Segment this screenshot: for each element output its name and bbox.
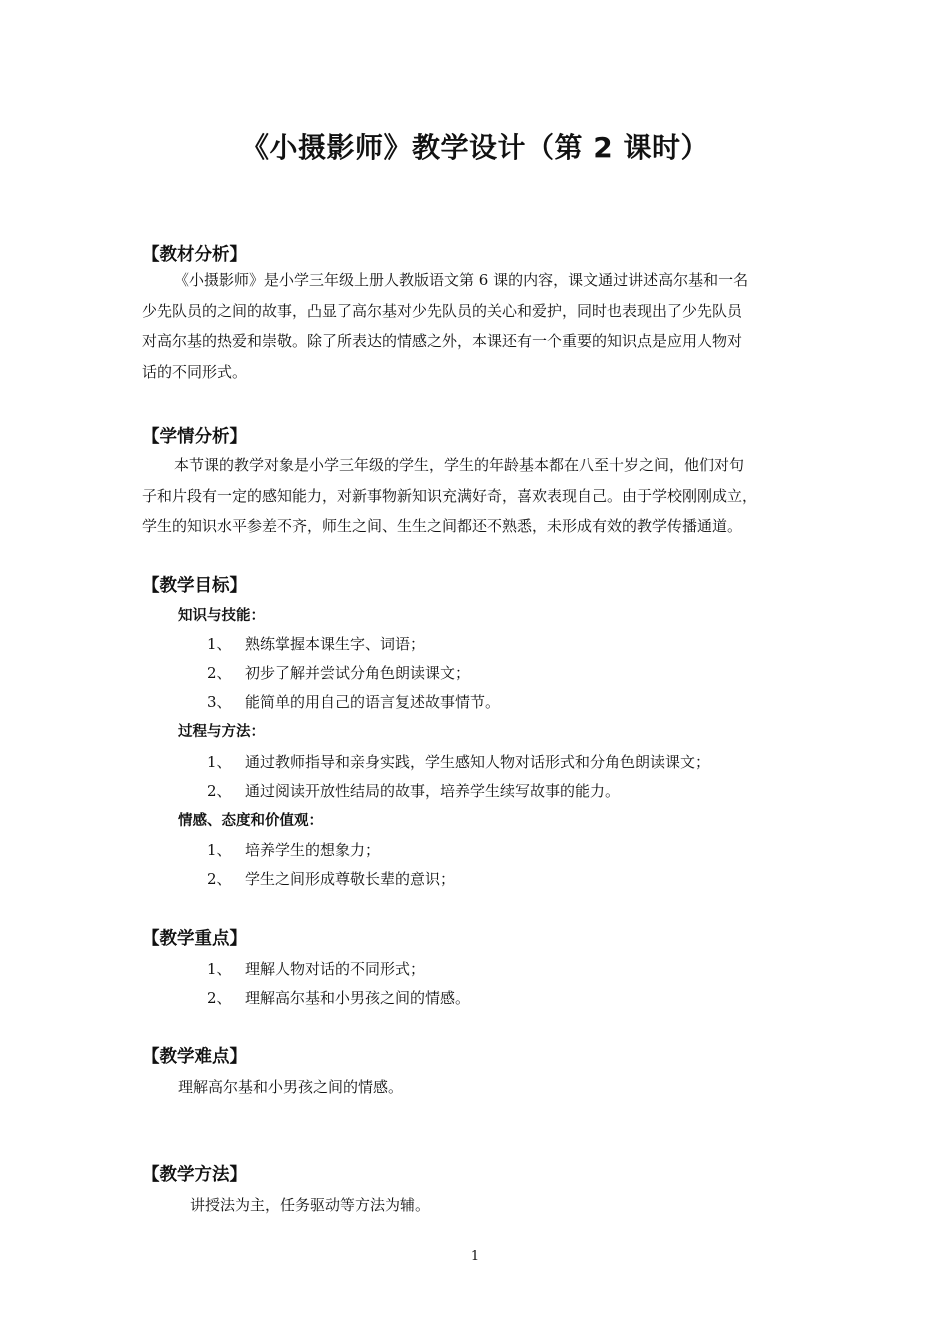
objective-item: 2、 学生之间形成尊敬长辈的意识； — [207, 870, 456, 888]
objective-item: 2、 通过阅读开放性结局的故事，培养学生续写故事的能力。 — [207, 782, 621, 800]
section-heading-key-points: 【教学重点】 — [142, 929, 247, 949]
objective-item: 3、 能简单的用自己的语言复述故事情节。 — [207, 693, 501, 711]
section-heading-methods: 【教学方法】 — [142, 1165, 247, 1185]
paragraph-line: 《小摄影师》是小学三年级上册人教版语文第 6 课的内容，课文通过讲述高尔基和一名 — [174, 271, 749, 289]
paragraph-line: 学生的知识水平参差不齐，师生之间、生生之间都还不熟悉，未形成有效的教学传播通道。 — [142, 517, 743, 535]
objective-group-label: 知识与技能： — [178, 608, 265, 624]
objective-item: 2、 初步了解并尝试分角色朗读课文； — [207, 664, 471, 682]
paragraph-line: 少先队员的之间的故事，凸显了高尔基对少先队员的关心和爱护，同时也表现出了少先队员 — [142, 301, 743, 320]
paragraph-line: 本节课的教学对象是小学三年级的学生，学生的年龄基本都在八至十岁之间，他们对句 — [174, 456, 745, 474]
section-heading-objectives: 【教学目标】 — [142, 576, 247, 596]
material-analysis-paragraph — [142, 265, 814, 387]
objective-item: 1、 培养学生的想象力； — [207, 841, 381, 859]
objective-group-label: 过程与方法： — [178, 724, 265, 740]
document-title: 《小摄影师》教学设计（第 2 课时） — [241, 131, 709, 164]
learner-analysis-paragraph — [142, 450, 814, 542]
methods-text: 讲授法为主，任务驱动等方法为辅。 — [190, 1196, 431, 1214]
difficulties-text: 理解高尔基和小男孩之间的情感。 — [178, 1078, 404, 1096]
section-heading-learner-analysis: 【学情分析】 — [142, 427, 247, 447]
page-number: 1 — [470, 1249, 480, 1264]
paragraph-line: 对高尔基的热爱和崇敬。除了所表达的情感之外，本课还有一个重要的知识点是应用人物对 — [142, 332, 743, 350]
section-heading-material-analysis: 【教材分析】 — [142, 245, 247, 265]
key-point-item: 1、 理解人物对话的不同形式； — [207, 960, 426, 978]
paragraph-line: 话的不同形式。 — [142, 362, 248, 381]
objective-group-label: 情感、态度和价值观： — [178, 813, 323, 829]
paragraph-line: 子和片段有一定的感知能力，对新事物新知识充满好奇，喜欢表现自己。由于学校刚刚成立， — [142, 486, 758, 505]
objective-item: 1、 通过教师指导和亲身实践，学生感知人物对话形式和分角色朗读课文； — [207, 753, 711, 771]
section-heading-difficulties: 【教学难点】 — [142, 1047, 247, 1067]
objective-item: 1、 熟练掌握本课生字、词语； — [207, 635, 426, 653]
key-point-item: 2、 理解高尔基和小男孩之间的情感。 — [207, 989, 471, 1007]
